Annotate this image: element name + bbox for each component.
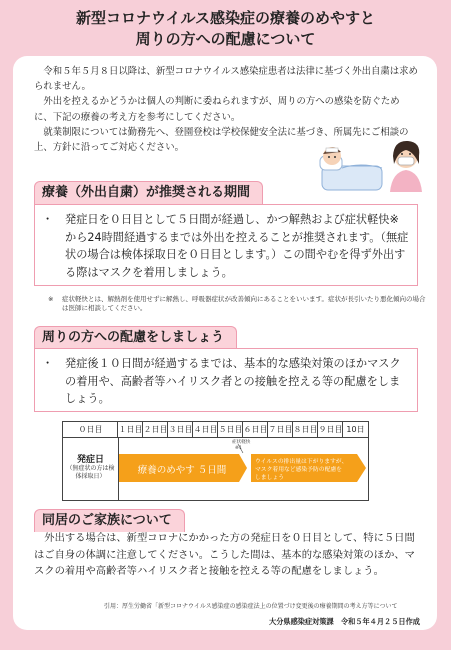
footnote-text: 症状軽快とは、解熱剤を使用せずに解熱し、呼吸器症状が改善傾向にあることをいいます。症状が長引いたり悪化傾向の場合は医師に相談してください。: [62, 295, 426, 312]
bullet: ・: [42, 357, 54, 370]
sick-child-in-bed-illustration: [320, 147, 382, 190]
timeline-day-5: ５日目: [217, 421, 244, 439]
intro-paragraph-3: 就業制限については勤務先へ、登園登校は学校保健安全法に基づき、所属先にご相談の上、方針に沿ってご対応ください。: [34, 126, 409, 154]
consideration-arrow-line-2: マスク着用など感染予防の配慮を: [255, 467, 342, 473]
timeline-day-9: ９日目: [317, 421, 344, 439]
intro-paragraph-2: 外出を控えるかどうかは個人の判断に委ねられますが、周りの方への感染を防ぐために、下記の療養の考え方を参考にしてください。: [34, 96, 400, 123]
timeline-day-2: ２日目: [142, 421, 169, 439]
isolation-arrow-label: 療養のめやす ５日間: [137, 465, 227, 476]
footnote-mark: ※: [48, 295, 54, 303]
bullet: ・: [42, 213, 54, 226]
onset-label: 発症日: [76, 455, 104, 465]
author-credit: 大分県感染症対策課 令和５年４月２５日作成: [269, 617, 420, 626]
timeline-day-3: ３日目: [167, 421, 194, 439]
timeline-day-7: ７日目: [267, 421, 294, 439]
intro-paragraph-1: 令和５年５月８日以降は、新型コロナウイルス感染症患者は法律に基づく外出自粛は求められません。: [34, 66, 418, 93]
recommended-period-text: 発症日を０日目として５日間が経過し、かつ解熱および症状軽快※ から24時間経過するまでは外出を控えることが推奨されます。（無症状の場合は検体採取日を０日目とします。）この間やむを得ず外出する際はマスクを着用しましょう。: [65, 213, 409, 279]
symptom-note-line-1: 症状軽快: [232, 440, 251, 445]
consideration-text: 発症後１０日間が経過するまでは、基本的な感染対策のほかマスクの着用や、高齢者等ハイリスク者との接触を控える等の配慮をしましょう。: [65, 357, 401, 405]
section-recommended-period-title: 療養（外出自粛）が推奨される期間: [34, 181, 263, 204]
timeline-day-0: ０日目: [62, 421, 119, 439]
consideration-arrow-line-1: ウイルスの排出量は下がりますが、: [255, 459, 348, 465]
section-family-title: 同居のご家族について: [34, 509, 185, 532]
family-text-block: [34, 530, 416, 580]
source-citation: 引用：厚生労働省「新型コロナウイルス感染症の感染症法上の位置づけ変更後の療養期間の考え方等について: [104, 603, 398, 610]
page-title: [0, 8, 451, 50]
family-text: 外出する場合は、新型コロナにかかった方の発症日を０日目として、特に５日間はご自身の体調に注意してください。こうした間は、基本的な感染対策のほか、マスクの着用や高齢者等ハイリスク者と接触を控える等の配慮をしましょう。: [34, 532, 415, 578]
timeline-day-8: ８日目: [292, 421, 319, 439]
timeline-day-1: １日目: [117, 421, 144, 439]
symptom-note-line-2: ※1: [235, 446, 242, 451]
title-line-1: 新型コロナウイルス感染症の療養のめやすと: [75, 9, 376, 27]
timeline-day-4: ４日目: [192, 421, 219, 439]
timeline-day-10: 10日: [342, 421, 369, 439]
sick-person-illustration: [318, 130, 430, 196]
section-recommended-period-box: [34, 204, 418, 286]
section-consideration-title: 周りの方への配慮をしましょう: [34, 326, 237, 349]
footnote: [48, 295, 428, 313]
timeline-day-6: ６日目: [242, 421, 269, 439]
consideration-arrow-line-3: しましょう: [255, 475, 284, 481]
title-line-2: 周りの方への配慮について: [135, 30, 316, 48]
masked-person-illustration: [390, 141, 422, 192]
onset-sublabel: （無症状の方は検体採取日）: [66, 465, 115, 480]
section-consideration-box: [34, 348, 418, 412]
timeline-arrows: [62, 421, 367, 515]
timeline-diagram: [62, 421, 367, 515]
